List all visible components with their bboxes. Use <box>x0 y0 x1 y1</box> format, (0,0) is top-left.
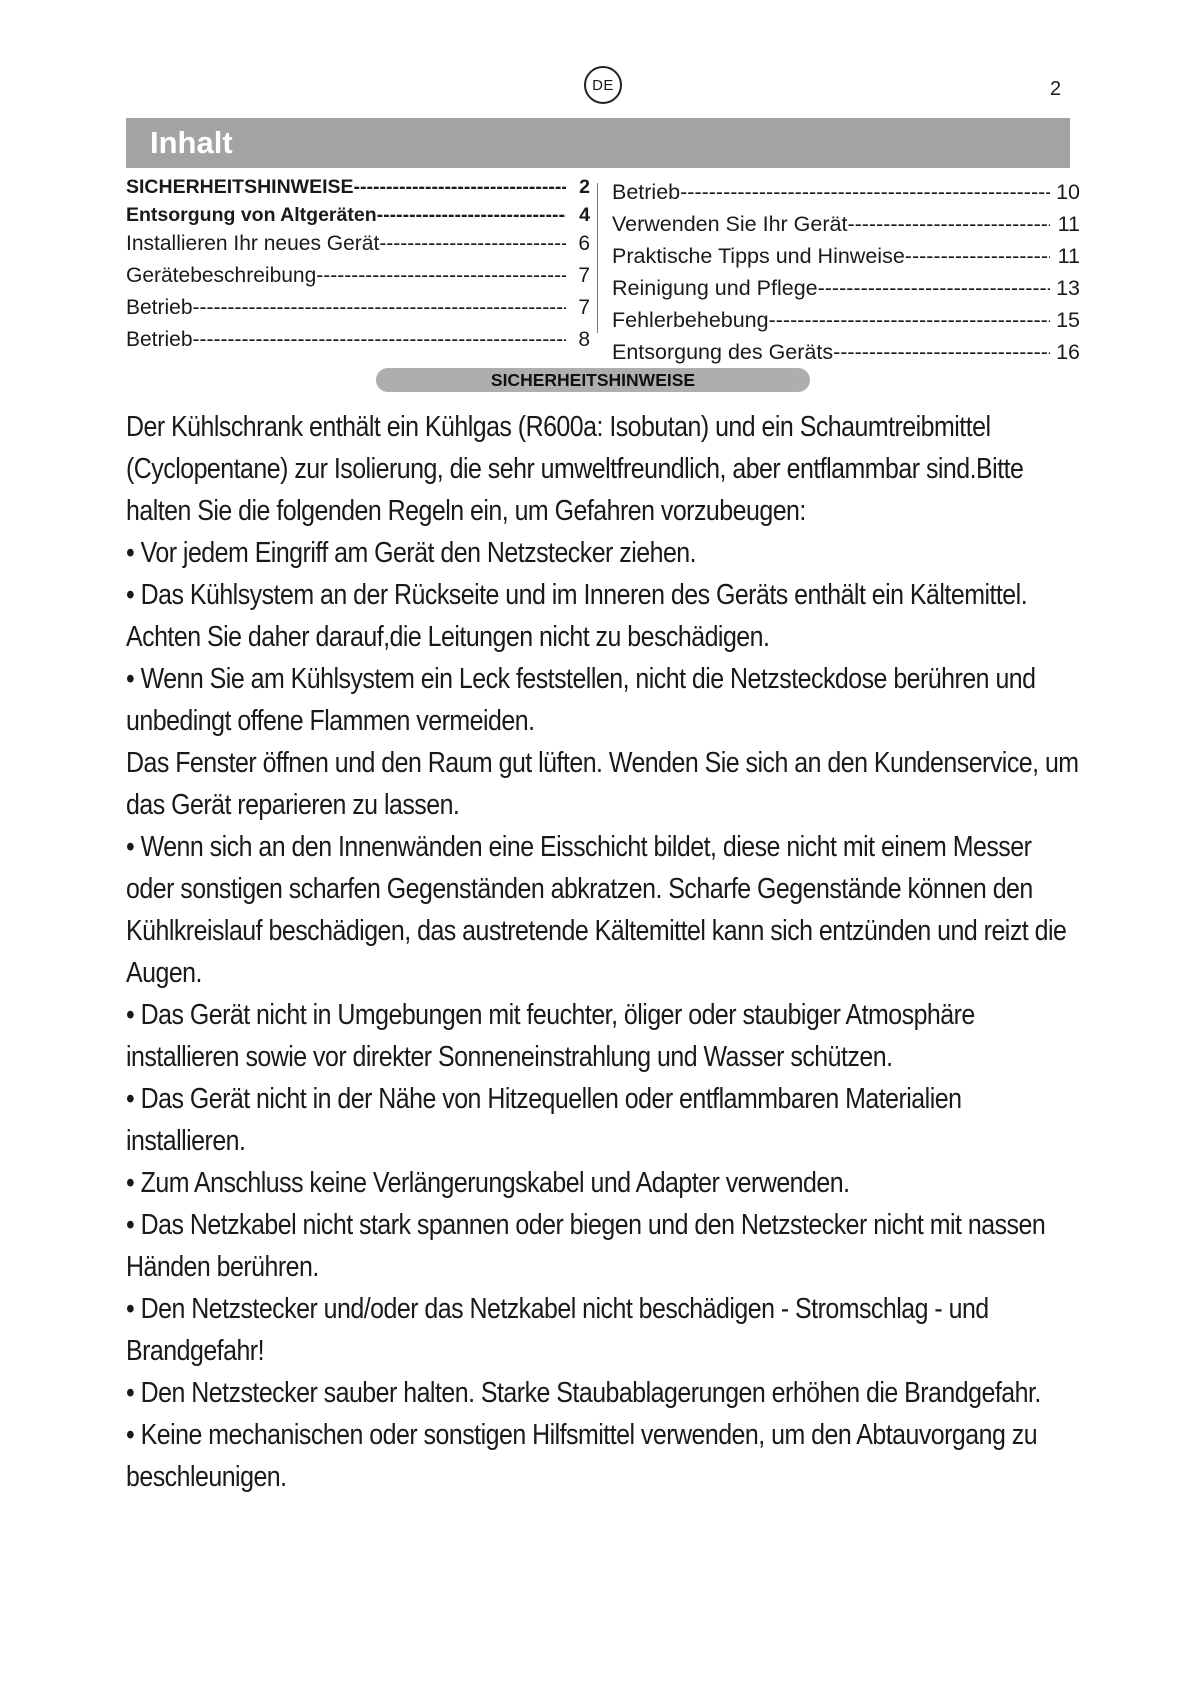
toc-entry[interactable] <box>126 232 590 264</box>
toc-entry[interactable] <box>126 296 590 328</box>
toc-entry[interactable] <box>126 264 590 296</box>
toc-leader <box>833 340 1050 365</box>
toc-entry-label: Verwenden Sie Ihr Gerät <box>612 212 848 236</box>
toc-leader <box>769 308 1050 333</box>
toc-leader <box>193 296 566 320</box>
body-paragraph: • Wenn sich an den Innenwänden eine Eisschicht bildet, diese nicht mit einem Messer oder sonstigen scharfen Gegenständen abkratzen. Scharfe Gegenstände können den Kühlkreislauf beschädigen, das austretende Kältemittel kann sich entzünden und reizt die Augen. <box>126 831 1067 989</box>
toc-entry-label: SICHERHEITSHINWEISE <box>126 176 354 198</box>
toc-entry[interactable] <box>126 328 590 360</box>
toc-entry-page: 7 <box>578 296 590 319</box>
toc-entry-page: 16 <box>1056 340 1080 364</box>
body-paragraph: • Das Gerät nicht in Umgebungen mit feuchter, öliger oder staubiger Atmosphäre installieren sowie vor direkter Sonneneinstrahlung und Wasser schützen. <box>126 999 975 1073</box>
toc-entry[interactable] <box>612 244 1080 276</box>
section-heading-pill: SICHERHEITSHINWEISE <box>376 368 810 392</box>
body-paragraph: • Das Netzkabel nicht stark spannen oder biegen und den Netzstecker nicht mit nassen Händen berühren. <box>126 1209 1046 1283</box>
toc-entry-page: 11 <box>1057 244 1080 268</box>
toc-entry-label: Entsorgung von Altgeräten <box>126 204 377 226</box>
toc-entry-page: 7 <box>578 264 590 287</box>
toc-entry-page: 2 <box>579 176 590 198</box>
toc-entry-label: Reinigung und Pflege <box>612 276 818 300</box>
toc-entry-page: 10 <box>1056 180 1080 204</box>
body-paragraph: Der Kühlschrank enthält ein Kühlgas (R600a: Isobutan) und ein Schaumtreibmittel (Cyclopentane) zur Isolierung, die sehr umweltfreundlich, aber entflammbar sind.Bitte halten Sie die folgenden Regeln ein, um Gefahren vorzubeugen: <box>126 411 1024 527</box>
toc-entry-page: 4 <box>579 204 590 226</box>
toc-entry-page: 8 <box>578 328 590 351</box>
safety-text <box>126 406 1079 1498</box>
toc-entry[interactable] <box>126 204 590 232</box>
toc-left-column <box>126 176 590 360</box>
toc-entry-page: 13 <box>1056 276 1080 300</box>
toc-entry-label: Entsorgung des Geräts <box>612 340 834 364</box>
toc-entry-page: 15 <box>1056 308 1080 332</box>
toc-entry[interactable] <box>612 212 1080 244</box>
body-paragraph: • Den Netzstecker sauber halten. Starke Staubablagerungen erhöhen die Brandgefahr. <box>126 1377 1041 1409</box>
body-paragraph: • Das Gerät nicht in der Nähe von Hitzequellen oder entflammbaren Materialien installieren. <box>126 1083 962 1157</box>
page-number: 2 <box>1050 78 1062 100</box>
body-paragraph: • Vor jedem Eingriff am Gerät den Netzstecker ziehen. <box>126 537 697 569</box>
language-badge: DE <box>584 66 622 104</box>
toc-leader <box>377 204 566 227</box>
toc-entry-page: 6 <box>578 232 590 255</box>
toc-entry-label: Installieren Ihr neues Gerät <box>126 232 380 255</box>
body-paragraph: • Das Kühlsystem an der Rückseite und im Inneren des Geräts enthält ein Kältemittel. Achten Sie daher darauf,die Leitungen nicht zu beschädigen. <box>126 579 1028 653</box>
body-paragraph: • Keine mechanischen oder sonstigen Hilfsmittel verwenden, um den Abtauvorgang zu beschleunigen. <box>126 1419 1038 1493</box>
toc-leader <box>680 180 1050 205</box>
contents-title: Inhalt <box>150 125 233 160</box>
toc-leader <box>818 276 1050 301</box>
toc-entry-label: Praktische Tipps und Hinweise <box>612 244 905 268</box>
toc-entry-label: Betrieb <box>126 328 193 351</box>
toc-leader <box>316 264 566 288</box>
toc-entry-page: 11 <box>1057 212 1080 236</box>
toc-leader <box>379 232 566 256</box>
toc-entry[interactable] <box>612 276 1080 308</box>
toc-right-column <box>612 180 1080 372</box>
body-paragraph: • Den Netzstecker und/oder das Netzkabel nicht beschädigen - Stromschlag - und Brandgefahr! <box>126 1293 989 1367</box>
body-paragraph: Das Fenster öffnen und den Raum gut lüften. Wenden Sie sich an den Kundenservice, um das Gerät reparieren zu lassen. <box>126 747 1079 821</box>
body-paragraph: • Zum Anschluss keine Verlängerungskabel und Adapter verwenden. <box>126 1167 850 1199</box>
toc-entry[interactable] <box>612 308 1080 340</box>
toc-entry[interactable] <box>126 176 590 204</box>
toc-entry-label: Gerätebeschreibung <box>126 264 317 287</box>
contents-title-bar <box>126 118 1070 168</box>
toc-leader <box>354 176 566 199</box>
toc-entry-label: Betrieb <box>126 296 193 319</box>
toc-leader <box>905 244 1050 269</box>
toc-leader <box>847 212 1050 237</box>
toc-entry[interactable] <box>612 180 1080 212</box>
toc-column-divider <box>597 183 598 333</box>
toc-leader <box>193 328 566 352</box>
toc-entry-label: Betrieb <box>612 180 681 204</box>
body-paragraph: • Wenn Sie am Kühlsystem ein Leck feststellen, nicht die Netzsteckdose berühren und unbedingt offene Flammen vermeiden. <box>126 663 1036 737</box>
toc-entry-label: Fehlerbehebung <box>612 308 769 332</box>
